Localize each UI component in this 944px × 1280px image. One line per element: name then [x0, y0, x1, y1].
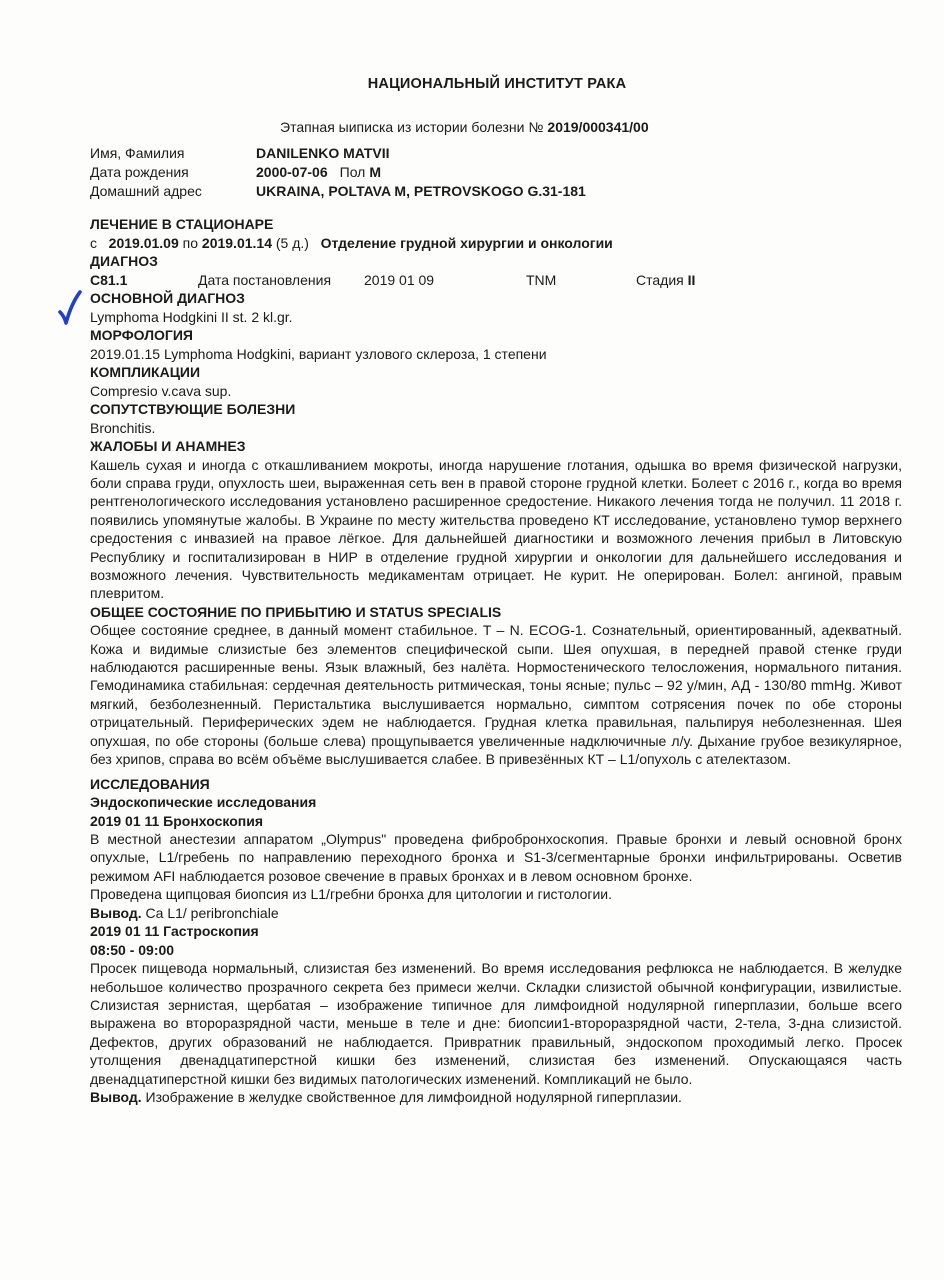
gastroscopy-heading: 2019 01 11 Гастроскопия [90, 923, 259, 940]
patient-name: DANILENKO MATVII [256, 145, 390, 161]
patient-address: UKRAINA, POLTAVA M, PETROVSKOGO G.31-181 [256, 183, 586, 199]
document-body [90, 215, 902, 1106]
extract-label: Этапная ыиписка из истории болезни № [280, 119, 544, 135]
diagnosis-heading: ДИАГНОЗ [90, 253, 158, 269]
main-diagnosis-text: Lymphoma Hodgkini II st. 2 kl.gr. [90, 308, 293, 325]
treatment-period [90, 234, 902, 253]
checkmark-icon [58, 290, 82, 326]
to-date: 2019.01.14 [201, 234, 272, 251]
gastroscopy-time: 08:50 - 09:00 [90, 941, 175, 958]
diagnosis-stage-label: Стадия [636, 271, 684, 288]
diagnosis-tnm: TNM [526, 271, 557, 288]
gastroscopy-conclusion-text: Изображение в желудке свойственное для лимфоидной нодулярной гиперплазии. [145, 1088, 682, 1105]
bronchoscopy-conclusion-label: Вывод. [90, 904, 142, 921]
address-label: Домашний адрес [90, 183, 202, 199]
bronchoscopy-text: В местной анестезии аппаратом „Olympus" проведена фибробронхоскопия. Правые бронхи и левый основной бронх опухлые, L1/гребень по направлению переходного бронха и S1-3/сегментарные бронхи инфильтрированы. Осветив режимом AFI наблюдается розовое свечение в правых бронхах и в левом основном бронхе. [90, 831, 902, 884]
diagnosis-code: C81.1 [90, 271, 128, 288]
institution-title: НАЦИОНАЛЬНЫЙ ИНСТИТУТ РАКА [367, 76, 627, 92]
patient-sex: M [369, 164, 382, 180]
endoscopic-heading: Эндоскопические исследования [90, 794, 317, 810]
status-text: Общее состояние среднее, в данный момент стабильное. T – N. ECOG-1. Сознательный, ориентированный, адекватный. Кожа и видимые слизистые без элементов специфической сыпи. Шея опухшая, в передней правой стенке груди наблюдаются расширенные вены. Язык влажный, без налёта. Нормостенического телосложения, нормального питания. Гемодинамика стабильная: сердечная деятельность ритмическая, тоны ясные; пульс – 92 у/мин, АД - 130/80 mmHg. Живот мягкий, безболезненный. Перистальтика выслушивается нормально, симптом сотрясения почек по обе стороны отрицательный. Периферических эдем не наблюдается. Грудная клетка правильная, пальпируя неболезненная. Шея опухшая, по обе стороны (больше слева) прощупывается увеличенные надключичные л/у. Дыхание грубое везикулярное, без хрипов, справа во всём объёме выслушивается слабее. В привезённых КТ – L1/опухоль с ателектазом. [90, 622, 902, 768]
name-label: Имя, Фамилия [90, 145, 185, 161]
status-heading: ОБЩЕЕ СОСТОЯНИЕ ПО ПРИБЫТИЮ И STATUS SPECIALIS [90, 603, 502, 620]
extract-number: 2019/000341/00 [547, 119, 649, 135]
from-label: с [90, 234, 97, 251]
diagnosis-row [90, 271, 902, 290]
from-date: 2019.01.09 [108, 234, 179, 251]
sex-label: Пол [339, 164, 366, 180]
complaints-text: Кашель сухая и иногда с откашливанием мокроты, иногда нарушение глотания, одышка во время физической нагрузки, боли справа груди, опухлость шеи, выраженная сеть вен в правой стороне грудной клетки. Болеет с 2016 г., когда во время рентгенологического исследования установлено расширенное средостение. Никакого лечения тогда не получил. 11 2018 г. появились упомянутые жалобы. В Украине по месту жительства проведено КТ исследование, установлено тумор верхнего средостения с инвазией на правое лёгкое. Для дальнейшей диагностики и возможного лечения прибыл в Литовскую Республику и госпитализирован в НИР в отделение грудной хирургии и онкологии для дальнейшего исследования и возможного лечения. Чувствительность медикаментам отрицает. Не курит. Не оперирован. Болел: ангиной, правым плевритом. [90, 456, 902, 602]
diagnosis-date: 2019 01 09 [364, 271, 435, 288]
concomitant-text: Bronchitis. [90, 419, 156, 436]
morphology-text: 2019.01.15 Lymphoma Hodgkini, вариант узлового склероза, 1 степени [90, 345, 547, 362]
diagnosis-stage: II [687, 271, 696, 288]
patient-dob: 2000-07-06 [256, 164, 328, 180]
dob-label: Дата рождения [90, 164, 189, 180]
duration: (5 д.) [275, 234, 309, 251]
extract-line [280, 119, 649, 135]
concomitant-heading: СОПУТСТВУЮЩИЕ БОЛЕЗНИ [90, 401, 296, 417]
treatment-heading: ЛЕЧЕНИЕ В СТАЦИОНАРЕ [90, 216, 274, 232]
bronchoscopy-conclusion [90, 904, 902, 923]
patient-address-row [90, 182, 586, 201]
gastroscopy-conclusion [90, 1088, 902, 1107]
bronchoscopy-biopsy-text: Проведена щипцовая биопсия из L1/гребни бронха для цитологии и гистологии. [90, 886, 613, 903]
diagnosis-date-label: Дата постановления [198, 271, 332, 288]
complications-heading: КОМПЛИКАЦИИ [90, 364, 201, 380]
complaints-heading: ЖАЛОБЫ И АНАМНЕЗ [90, 438, 246, 454]
gastroscopy-conclusion-label: Вывод. [90, 1088, 142, 1105]
patient-name-row [90, 144, 586, 163]
gastroscopy-text: Просек пищевода нормальный, слизистая без изменений. Во время исследования рефлюкса не наблюдается. В желудке небольшое количество прозрачного секрета без примеси желчи. Складки слизистой обычной конфигурации, извилистые. Слизистая зернистая, щербатая – изображение типичное для лимфоидной нодулярной гиперплазии, больше всего выражена во второразрядной части, меньше в теле и дне: биопсии1-второразрядной части, 2-тела, 3-дна слизистой. Дефектов, других образований не наблюдается. Привратник правильный, эндоскопом проходимый легко. Просек утолщения двенадцатиперстной кишки без изменений, слизистая без изменений. Опускающаяся часть двенадцатиперстной кишки без видимых патологических изменений. Компликаций не было. [90, 960, 902, 1087]
main-diagnosis-heading: ОСНОВНОЙ ДИАГНОЗ [90, 290, 245, 306]
to-label: по [182, 234, 199, 251]
complications-text: Compresio v.cava sup. [90, 382, 232, 399]
bronchoscopy-heading: 2019 01 11 Бронхоскопия [90, 812, 264, 829]
studies-heading: ИССЛЕДОВАНИЯ [90, 775, 210, 792]
patient-info [90, 144, 586, 201]
patient-dob-row [90, 163, 586, 182]
department: Отделение грудной хирургии и онкологии [320, 234, 613, 251]
morphology-heading: МОРФОЛОГИЯ [90, 327, 193, 343]
bronchoscopy-conclusion-text: Ca L1/ peribronchiale [145, 904, 279, 921]
